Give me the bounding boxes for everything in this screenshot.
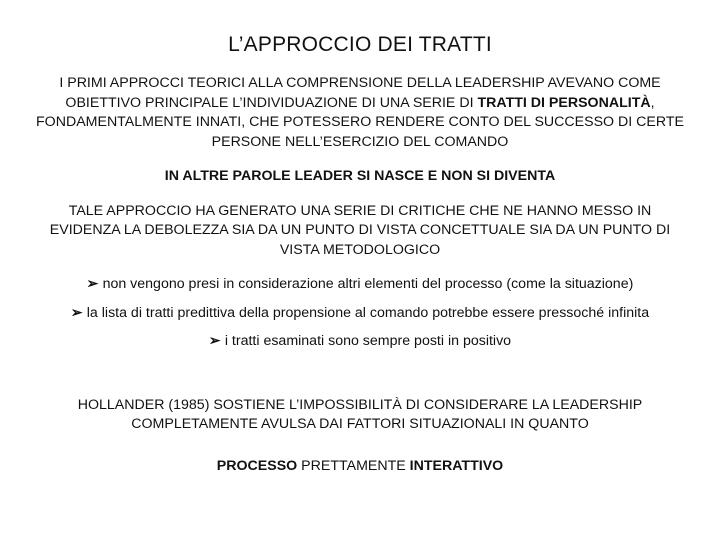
slide-title: L’APPROCCIO DEI TRATTI <box>228 33 492 56</box>
arrow-bullet-icon: ➢ <box>208 333 221 349</box>
intro-bold-traits: TRATTI DI PERSONALITÀ <box>477 94 651 111</box>
hollander-paragraph: HOLLANDER (1985) SOSTIENE L’IMPOSSIBILITÀ DI CONSIDERARE LA LEADERSHIP COMPLETAMENTE AVULSA DAI FATTORI SITUAZIONALI IN QUANTO <box>77 396 643 432</box>
closing-statement <box>34 457 686 477</box>
closing-bold-interactive: INTERATTIVO <box>409 457 504 474</box>
intro-paragraph <box>34 74 686 152</box>
bullet-text: non vengono presi in considerazione altri elementi del processo (come la situazione) <box>102 276 634 292</box>
arrow-bullet-icon: ➢ <box>70 304 83 321</box>
bullet-item <box>34 332 686 352</box>
bullet-item <box>34 304 686 324</box>
closing-bold-process: PROCESSO <box>216 457 298 474</box>
arrow-bullet-icon: ➢ <box>86 276 99 292</box>
bullet-text: i tratti esaminati sono sempre posti in positivo <box>224 333 512 349</box>
closing-middle-text: PRETTAMENTE <box>297 457 410 474</box>
bullet-text: la lista di tratti predittiva della propensione al comando potrebbe essere pressoché infinita <box>86 304 650 321</box>
bullet-item <box>34 275 686 295</box>
critique-paragraph: TALE APPROCCIO HA GENERATO UNA SERIE DI CRITICHE CHE NE HANNO MESSO IN EVIDENZA LA DEBOLEZZA SIA DA UN PUNTO DI VISTA CONCETTUALE SIA DA UN PUNTO DI VISTA METODOLOGICO <box>49 202 671 258</box>
highlight-statement: IN ALTRE PAROLE LEADER SI NASCE E NON SI DIVENTA <box>164 168 556 184</box>
intro-text-start: I PRIMI APPROCCI TEORICI ALLA COMPRENSIONE DELLA LEADERSHIP AVEVANO COME OBIETTIVO PRINCIPALE L’INDIVIDUAZIONE DI UNA SERIE DI <box>59 75 661 111</box>
intro-text-end: , FONDAMENTALMENTE INNATI, CHE POTESSERO RENDERE CONTO DEL SUCCESSO DI CERTE PERSONE NELL’ESERCIZIO DEL COMANDO <box>36 94 684 150</box>
bullet-list <box>34 275 686 352</box>
